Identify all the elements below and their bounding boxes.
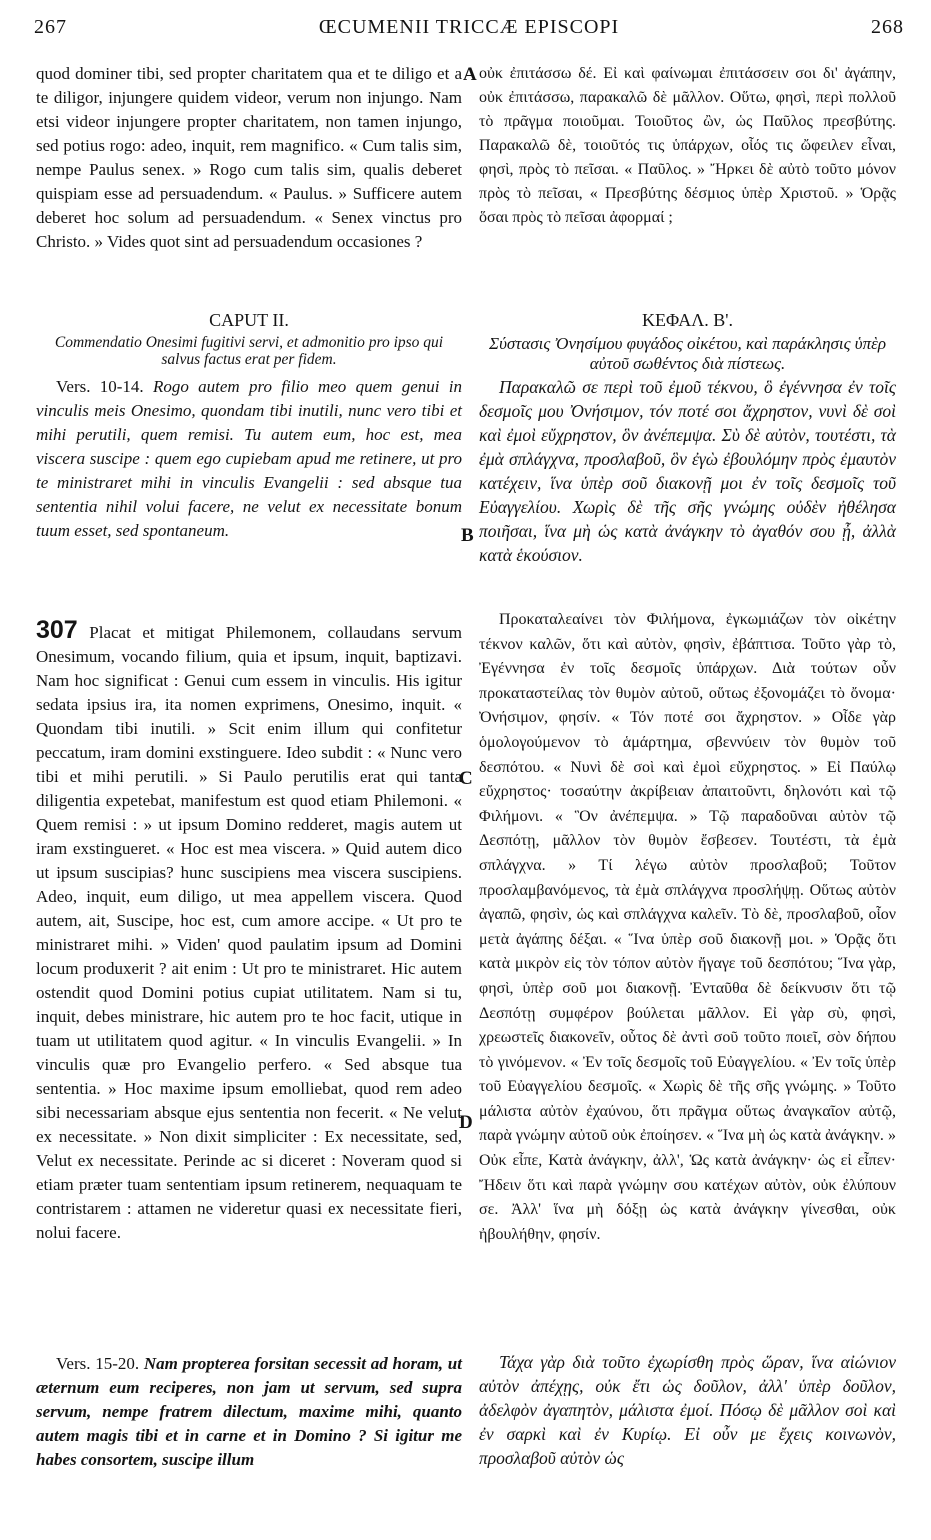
latin-chapter-summary: Commendatio Onesimi fugitivi servi, et admonitio pro ipso qui salvus factus erat per fidem. (54, 334, 444, 368)
page-header (34, 16, 904, 42)
column-number: 307 (36, 616, 78, 644)
latin-caput-heading: CAPUT II. (209, 310, 289, 330)
greek-commentary: Προκαταλεαίνει τὸν Φιλήμονα, ἐγκωμιάζων τὸν οἰκέτην τέκνον καλῶν, ὅτι καὶ αὐτὸν, φησὶν, ἐβάπτισα. Τοῦτο γὰρ τὸ, Ἐγέννησα ἐν τοῖς δεσμοῖς ὑπάρχων. Διὰ τούτων οὖν προκαταστείλας τὸν θυμὸν αὐτοῦ, οὕτως ἐξονομάζει τὸ ὄνομα· Ὀνήσιμον, φησίν. « Τόν ποτέ σοι ἄχρηστον. » Οἶδε γὰρ ὁμολογούμενον τὸ ἁμάρτημα, σβεννύειν τὸν θυμὸν τοῦ δεσπότου. « Νυνὶ δὲ σοὶ καὶ ἐμοὶ εὔχρηστος. » Εἰ Παύλῳ εὔχρηστος· τοσαύτην ἀκρίβειαν ἀπαιτοῦντι, δηλονότι καὶ τῷ Φιλήμονι. « Ὃν ἀνέπεμψα. » Τῷ παραδοῦναι αὐτὸν τῷ Δεσπότῃ, μᾶλλον τὸν θυμὸν ἔσβεσεν. Τουτέστι, τὰ ἐμὰ σπλάγχνα. » Τί λέγω αὐτὸν προσλαβοῦ; Τοῦτον προσλαμβανόμενος, τὰ ἐμὰ σπλάγχνα προσλήψῃ. Οὕτως αὐτὸν ἀγαπῶ, φησὶν, ὡς καὶ σπλάγχνα καλεῖν. Τὸ δὲ, προσλαβοῦ, οἷον μετὰ ἀγάπης δέξαι. « Ἵνα ὑπὲρ σοῦ διακονῇ μοι. » Ὁρᾷς ὅτι κατὰ μικρὸν εἰς τὸν τόπον αὐτὸν ἤγαγε τοῦ δεσπότου; Ἵνα γὰρ, φησὶ, ὑπὲρ σοῦ μοι διακονῇ. Ἐνταῦθα δὲ δείκνυσιν ὅτι τῷ Δεσπότῃ συμφέρον βούλεται μᾶλλον. Εἰ γὰρ σὺ, φησὶ, χρεωστεῖς διακονεῖν, οὗτος δὲ ἀντὶ σοῦ τοῦτο ποιεῖ, σὸν δήπου τὸ γινόμενον. « Ἐν τοῖς δεσμοῖς τοῦ Εὐαγγελίου. « Ἐν τοῖς ὑπὲρ τοῦ Εὐαγγελίου δεσμοῖς. « Χωρὶς δὲ τῆς σῆς γνώμης. » Τοῦτο μάλιστα αὐτὸν ἐχαύνου, ὅτι πρᾶγμα οὕτως ἀναγκαῖον αὐτῷ, παρὰ γνώμην αὐτοῦ οὐκ ἐποίησεν. « Ἵνα μὴ ὡς κατὰ ἀνάγκην. » Οὐκ εἶπε, Κατὰ ἀνάγκην, ἀλλ', Ὡς κατὰ ἀνάγκην· ὡς εἰ εἶπεν· Ἤδειν ὅτι καὶ παρὰ γνώμην σου κατέχων αὐτὸν, οὐκ ἐλύπουν σε. Ἀλλ' ἵνα μὴ δόξῃ ὡς κατὰ ἀνάγκην γίνεσθαι, οὐκ ἠβουλήθην, φησίν. (479, 611, 896, 1243)
latin-verse-10-14 (36, 375, 462, 543)
latin-verse-15-20 (36, 1352, 462, 1472)
page-number-right: 268 (871, 16, 904, 38)
section-marker-c: C (459, 768, 473, 789)
latin-verse-ref-10-14: Vers. 10-14. (56, 377, 144, 396)
latin-commentary (36, 618, 462, 1245)
section-marker-b: B (461, 525, 474, 546)
latin-commentary-text: Placat et mitigat Philemonem, collaudans servum Onesimum, vocando filium, quia et ipsum, inquit, baptizavi. Nam hoc significat : Genui cum essem in vinculis. His igitur sedata ipsius ira, ita nomen exprimens, Onesimo, inquit. « Quondam tibi inutili. » Scit enim illum qui confitetur peccatum, iram domini exstinguere. Ideo subdit : « Nunc vero tibi et mihi perutili. » Si Paulo perutilis erat qui tanta diligentia expetebat, manifestum est quod etiam Philemoni. « Quem remisi : » ut ipsum Domino redderet, magis autem ut iram exstingueret. « Hoc est mea viscera. » Quid autem dico ut ipsum suscipias? hunc suscipiens mea viscera suscipiens. Adeo, inquit, eum diligo, ut mea appellem viscera. Quod autem, ait, Suscipe, hoc est, cum amore accipe. « Ut pro te ministraret mihi. » Viden' quod paulatim ipsum ad Domini locum produxerit ? ait enim : Ut pro te ministraret. Hic autem ostendit quod Domini potius cupiat utilitatem. Nam si tu, inquit, debes ministrare, hic autem pro te hoc facit, utique in tuam ut utilitatem quod agitur. « In vinculis Evangelii. » In vinculis quæ pro Evangelio perfero. « Sed absque tua sententia. » Hoc maxime ipsum emolliebat, quod rem adeo sibi necessariam absque ejus sententia non fecerit. « Ne velut ex necessitate. » Non dixit simpliciter : Ex necessitate, sed, Velut ex necessitate. Perinde ac si diceret : Noveram quod si etiam præter tuam sententiam ipsum retinerem, nequaquam te contristarem : attamen ne videretur quasi ex necessitate fieri, nolui facere. (36, 623, 462, 1242)
latin-verse-ref-15-20: Vers. 15-20. (56, 1354, 140, 1373)
page-number-left: 267 (34, 16, 67, 38)
latin-intro: quod dominer tibi, sed propter charitatem qua et te diligo et a te diligor, injungere quidem videor, verum non injungo. Nam etsi videor injungere propter charitatem, non tamen injungo, sed potius rogo: adeo, inquit, rem magnifico. « Cum talis sim, nempe Paulus senex. » Rogo cum talis sim, qualis deberet quispiam esse ad persuadendum. « Paulus. » Sufficere autem deberet hoc solum ad persuadendum. « Senex vinctus pro Christo. » Vides quot sint ad persuadendum occasiones ? (36, 64, 462, 251)
latin-verse-text-15-20: Nam propterea forsitan secessit ad horam, ut æternum eum reciperes, non jam ut servum, sed supra servum, nempe fratrem dilectum, maxime mihi, quanto autem magis tibi et in carne et in Domino ? Si igitur me habes consortem, suscipe illum (36, 1354, 462, 1469)
latin-verse-text-10-14: Rogo autem pro filio meo quem genui in vinculis meis Onesimo, quondam tibi inutili, nunc vero tibi et mihi perutili, quem remisi. Tu autem eum, hoc est, mea viscera suscipe : quem ego cupiebam apud me retinere, ut pro te ministraret mihi in vinculis Evangelii : sed absque tua sententia nihil volui facere, ne velut ex necessitate bonum tuum esset, sed spontaneum. (36, 377, 462, 540)
greek-verse-10-14: Παρακαλῶ σε περὶ τοῦ ἐμοῦ τέκνου, ὃ ἐγέννησα ἐν τοῖς δεσμοῖς μου Ὀνήσιμον, τόν ποτέ σοι ἄχρηστον, νυνὶ δὲ σοὶ καὶ ἐμοὶ εὔχρηστον, ὃν ἀνέπεμψα. Σὺ δὲ αὐτὸν, τουτέστι, τὰ ἐμὰ σπλάγχνα, προσλαβοῦ, ὃν ἐγὼ ἐβουλόμην πρὸς ἐμαυτὸν κατέχειν, ἵνα ὑπὲρ σοῦ διακονῇ μοι ἐν τοῖς δεσμοῖς τοῦ Εὐαγγελίου. Χωρὶς δὲ τῆς σῆς γνώμης οὐδὲν ἠθέλησα ποιῆσαι, ἵνα μὴ ὡς κατὰ ἀνάγκην τὸ ἀγαθόν σου ᾖ, ἀλλὰ κατὰ ἑκούσιον. (479, 377, 896, 565)
greek-chapter-summary: Σύστασις Ὀνησίμου φυγάδος οἰκέτου, καὶ παράκλησις ὑπὲρ αὐτοῦ σωθέντος διὰ πίστεως. (489, 334, 886, 373)
running-title: ŒCUMENII TRICCÆ EPISCOPI (318, 16, 620, 38)
section-marker-d: D (459, 1112, 473, 1133)
greek-intro: οὐκ ἐπιτάσσω δέ. Εἰ καὶ φαίνωμαι ἐπιτάσσειν σοι δι' ἀγάπην, οὐκ ἐπιτάσσω, παρακαλῶ δὲ μᾶλλον. Οὕτω, φησὶ, περὶ πολλοῦ τὸ πρᾶγμα ποιοῦμαι. Τοιοῦτος ὢν, ὡς Παῦλος πρεσβύτης. Παρακαλῶ δὲ, τοιοῦτός τις ὑπάρχων, οἷός τις ὤφειλεν εἶναι, φησὶ, πρὸς τὸ πεῖσαι. « Παῦλος. » Ἤρκει δὲ αὐτὸ τοῦτο μόνον πρὸς τὸ πεῖσαι, « Πρεσβύτης δέσμιος ὑπὲρ Χριστοῦ. » Ὁρᾷς ὅσαι πρὸς τὸ πεῖσαι ἀφορμαί ; (479, 65, 896, 226)
section-marker-a: A (463, 64, 477, 85)
greek-caput-heading: ΚΕΦΑΛ. Β'. (641, 310, 734, 330)
greek-verse-15-20: Τάχα γὰρ διὰ τοῦτο ἐχωρίσθη πρὸς ὥραν, ἵνα αἰώνιον αὐτὸν ἀπέχῃς, οὐκ ἔτι ὡς δοῦλον, ἀλλ' ὑπὲρ δοῦλον, ἀδελφὸν ἀγαπητὸν, μάλιστα ἐμοί. Πόσῳ δὲ μᾶλλον σοὶ καὶ ἐν σαρκὶ καὶ ἐν Κυρίῳ. Εἰ οὖν με ἔχεις κοινωνὸν, προσλαβοῦ αὐτὸν ὡς (479, 1352, 896, 1468)
